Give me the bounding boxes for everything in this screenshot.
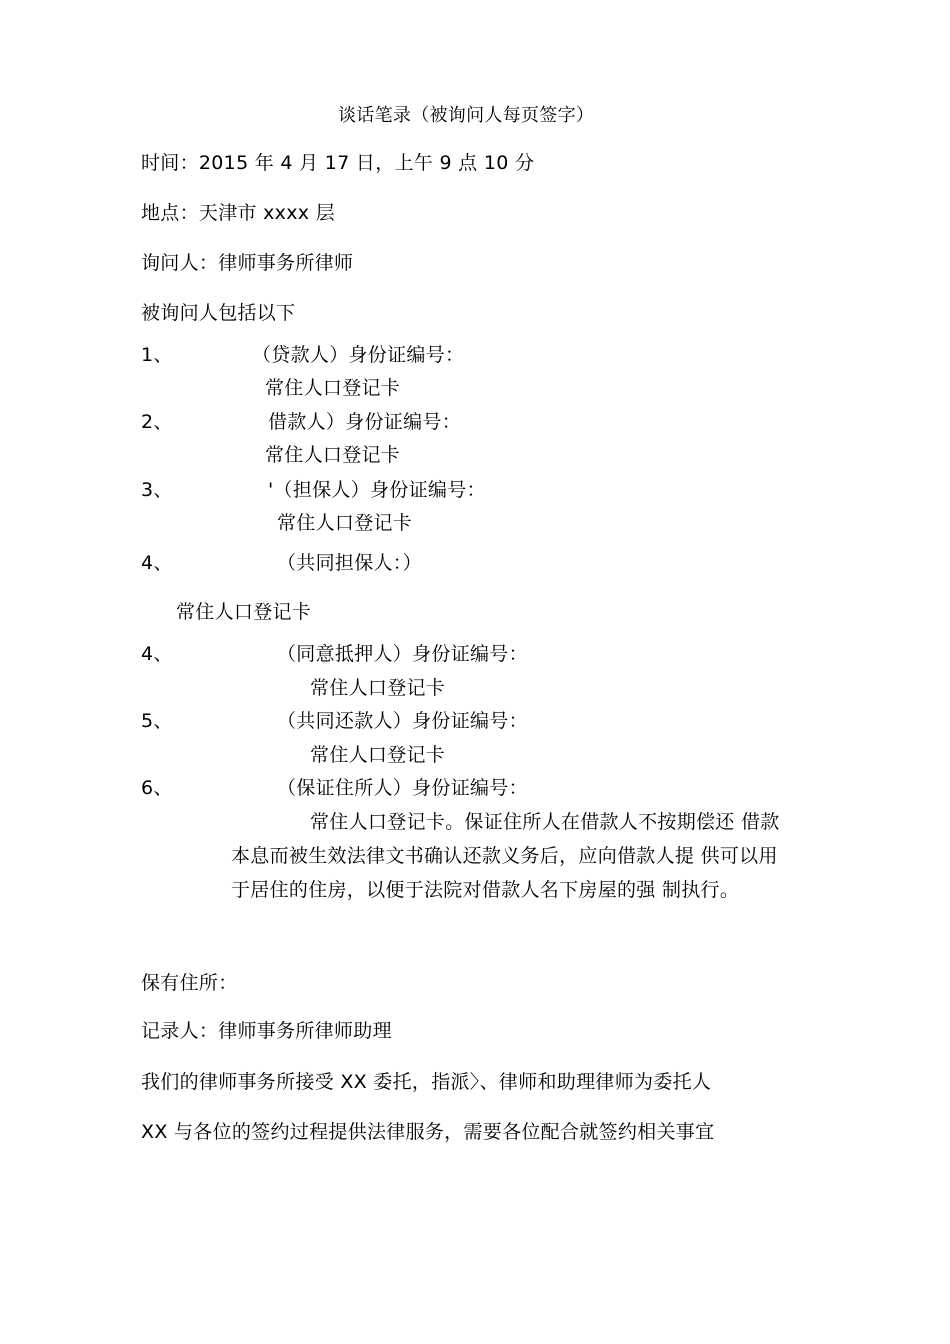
recorder-line: 记录人：律师事务所律师助理: [141, 1020, 392, 1042]
time-line: 时间：2015 年 4 月 17 日，上午 9 点 10 分: [141, 152, 535, 174]
item-role: （贷款人）身份证编号：: [252, 344, 465, 366]
item-role: （共同还款人）身份证编号：: [277, 710, 528, 732]
item-card: 常住人口登记卡: [176, 601, 312, 623]
item-card: 常住人口登记卡。保证住所人在借款人不按期偿还 借款: [310, 811, 780, 833]
document-title: 谈话笔录（被询问人每页签字）: [338, 105, 595, 126]
item-role: 借款人）身份证编号：: [268, 411, 462, 433]
item-card: 常住人口登记卡: [310, 677, 446, 699]
guarantee-text-line: 于居住的住房，以便于法院对借款人名下房屋的强 制执行。: [231, 879, 740, 901]
interviewer-line: 询问人：律师事务所律师: [141, 252, 354, 274]
item-role: （同意抵押人）身份证编号：: [277, 643, 528, 665]
item-card: 常住人口登记卡: [277, 512, 413, 534]
place-line: 地点：天津市 xxxx 层: [141, 202, 335, 224]
item-number: 6、: [141, 777, 173, 799]
item-number: 2、: [141, 411, 173, 433]
item-card: 常住人口登记卡: [265, 444, 401, 466]
interviewees-intro: 被询问人包括以下: [141, 302, 296, 324]
item-number: 4、: [141, 552, 173, 574]
statement-line: 我们的律师事务所接受 XX 委托，指派〉、律师和助理律师为委托人: [141, 1071, 712, 1093]
item-card: 常住人口登记卡: [310, 744, 446, 766]
item-role: '（担保人）身份证编号：: [268, 479, 486, 501]
item-number: 1、: [141, 344, 173, 366]
item-role: （保证住所人）身份证编号：: [277, 777, 528, 799]
item-number: 3、: [141, 479, 173, 501]
statement-line: XX 与各位的签约过程提供法律服务，需要各位配合就签约相关事宜: [141, 1121, 715, 1143]
item-card: 常住人口登记卡: [265, 377, 401, 399]
item-role: （共同担保人：）: [277, 552, 422, 574]
guarantee-text-line: 本息而被生效法律文书确认还款义务后，应向借款人提 供可以用: [231, 845, 778, 867]
item-number: 5、: [141, 710, 173, 732]
residence-line: 保有住所：: [141, 972, 238, 994]
item-number: 4、: [141, 643, 173, 665]
